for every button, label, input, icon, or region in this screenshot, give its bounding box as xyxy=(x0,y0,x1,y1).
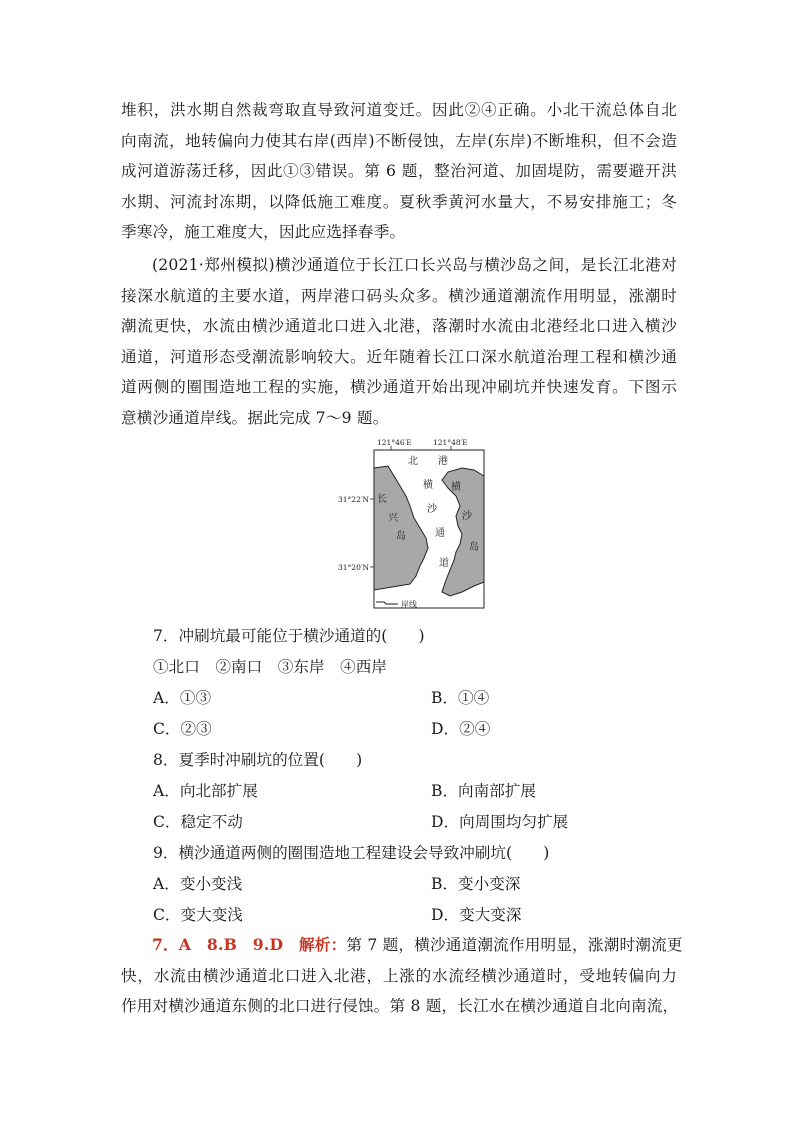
intro-line: 成河道游荡迁移，因此①③错误。第 6 题，整治河道、加固堤防，需要避开洪 xyxy=(121,162,677,181)
passage-line: 潮流更快，水流由横沙通道北口进入北港，落潮时水流由北港经北口进入横沙 xyxy=(121,317,677,336)
question-8-stem: 8．夏季时冲刷坑的位置( ) xyxy=(153,751,363,769)
intro-line: 季寒冷，施工难度大，因此应选择春季。 xyxy=(121,223,406,242)
answer-line: 快，水流由横沙通道北口进入北港，上涨的水流经横沙通道时，受地转偏向力 xyxy=(121,966,677,985)
passage-line: 通道，河道形态受潮流影响较大。近年随着长江口深水航道治理工程和横沙通 xyxy=(121,347,677,366)
answer-text: 第 7 题，横沙通道潮流作用明显，涨潮时潮流更 xyxy=(346,936,683,954)
q8-option-c: C．稳定不动 xyxy=(153,813,243,831)
hengsha-label: 沙 xyxy=(462,511,472,522)
q7-option-d: D．②④ xyxy=(431,720,491,738)
passage-line: 意横沙通道岸线。据此完成 7～9 题。 xyxy=(121,408,389,427)
north-port-label: 北 xyxy=(408,456,418,467)
changxing-label: 长 xyxy=(377,494,387,505)
passage-line: 道两侧的圈围造地工程的实施，横沙通道开始出现冲刷坑并快速发育。下图示 xyxy=(121,378,677,397)
answer-line xyxy=(121,930,683,961)
q7-option-a: A．①③ xyxy=(153,689,212,707)
intro-paragraph xyxy=(121,95,677,248)
intro-line: 水期、河流封冻期，以降低施工难度。夏秋季黄河水量大，不易安排施工；冬 xyxy=(121,192,677,211)
q9-option-a: A．变小变浅 xyxy=(153,875,243,893)
q9-option-c: C．变大变浅 xyxy=(153,906,243,924)
q8-option-b: B．向南部扩展 xyxy=(431,782,537,800)
channel-label: 道 xyxy=(439,558,449,569)
changxing-label: 兴 xyxy=(388,513,398,524)
hengsha-label: 岛 xyxy=(469,542,479,553)
lon-label: 121°48′E xyxy=(433,438,468,447)
channel-label: 通 xyxy=(435,528,445,539)
channel-label: 横 xyxy=(423,480,433,491)
north-port-label: 港 xyxy=(438,456,448,467)
changxing-label: 岛 xyxy=(396,531,406,542)
q7-option-b: B．①④ xyxy=(431,689,490,707)
intro-line: 向南流，地转偏向力使其右岸(西岸)不断侵蚀，左岸(东岸)不断堆积，但不会造 xyxy=(121,131,677,150)
hengsha-channel-map xyxy=(338,436,488,612)
question-9-stem: 9．横沙通道两侧的圈围造地工程建设会导致冲刷坑( ) xyxy=(153,844,550,862)
channel-label: 沙 xyxy=(427,504,437,515)
question-7-items: ①北口 ②南口 ③东岸 ④西岸 xyxy=(153,658,387,676)
answer-line: 作用对横沙通道东侧的北口进行侵蚀。第 8 题，长江水在横沙通道自北向南流， xyxy=(121,997,679,1016)
q7-option-c: C．②③ xyxy=(153,720,212,738)
legend-label: 岸线 xyxy=(401,600,417,609)
q8-option-d: D．向周围均匀扩展 xyxy=(431,813,569,831)
passage-line: (2021·郑州模拟)横沙通道位于长江口长兴岛与横沙岛之间，是长江北港对 xyxy=(152,256,677,274)
answer-paragraph xyxy=(121,930,683,1022)
answer-key: 7．A 8.B 9.D 解析： xyxy=(152,935,347,954)
lat-label: 31°20′N xyxy=(338,563,370,572)
q9-option-d: D．变大变深 xyxy=(431,906,522,924)
q9-option-b: B．变小变深 xyxy=(431,875,521,893)
q8-option-a: A．向北部扩展 xyxy=(153,782,258,800)
hengsha-label: 横 xyxy=(451,482,461,493)
question-7-stem: 7．冲刷坑最可能位于横沙通道的( ) xyxy=(153,627,425,645)
lat-label: 31°22′N xyxy=(338,495,370,504)
intro-line: 堆积，洪水期自然裁弯取直导致河道变迁。因此②④正确。小北干流总体自北 xyxy=(121,101,677,119)
passage-paragraph xyxy=(121,250,677,434)
lon-label: 121°46′E xyxy=(377,438,412,447)
passage-line: 接深水航道的主要水道，两岸港口码头众多。横沙通道潮流作用明显，涨潮时 xyxy=(121,286,677,305)
